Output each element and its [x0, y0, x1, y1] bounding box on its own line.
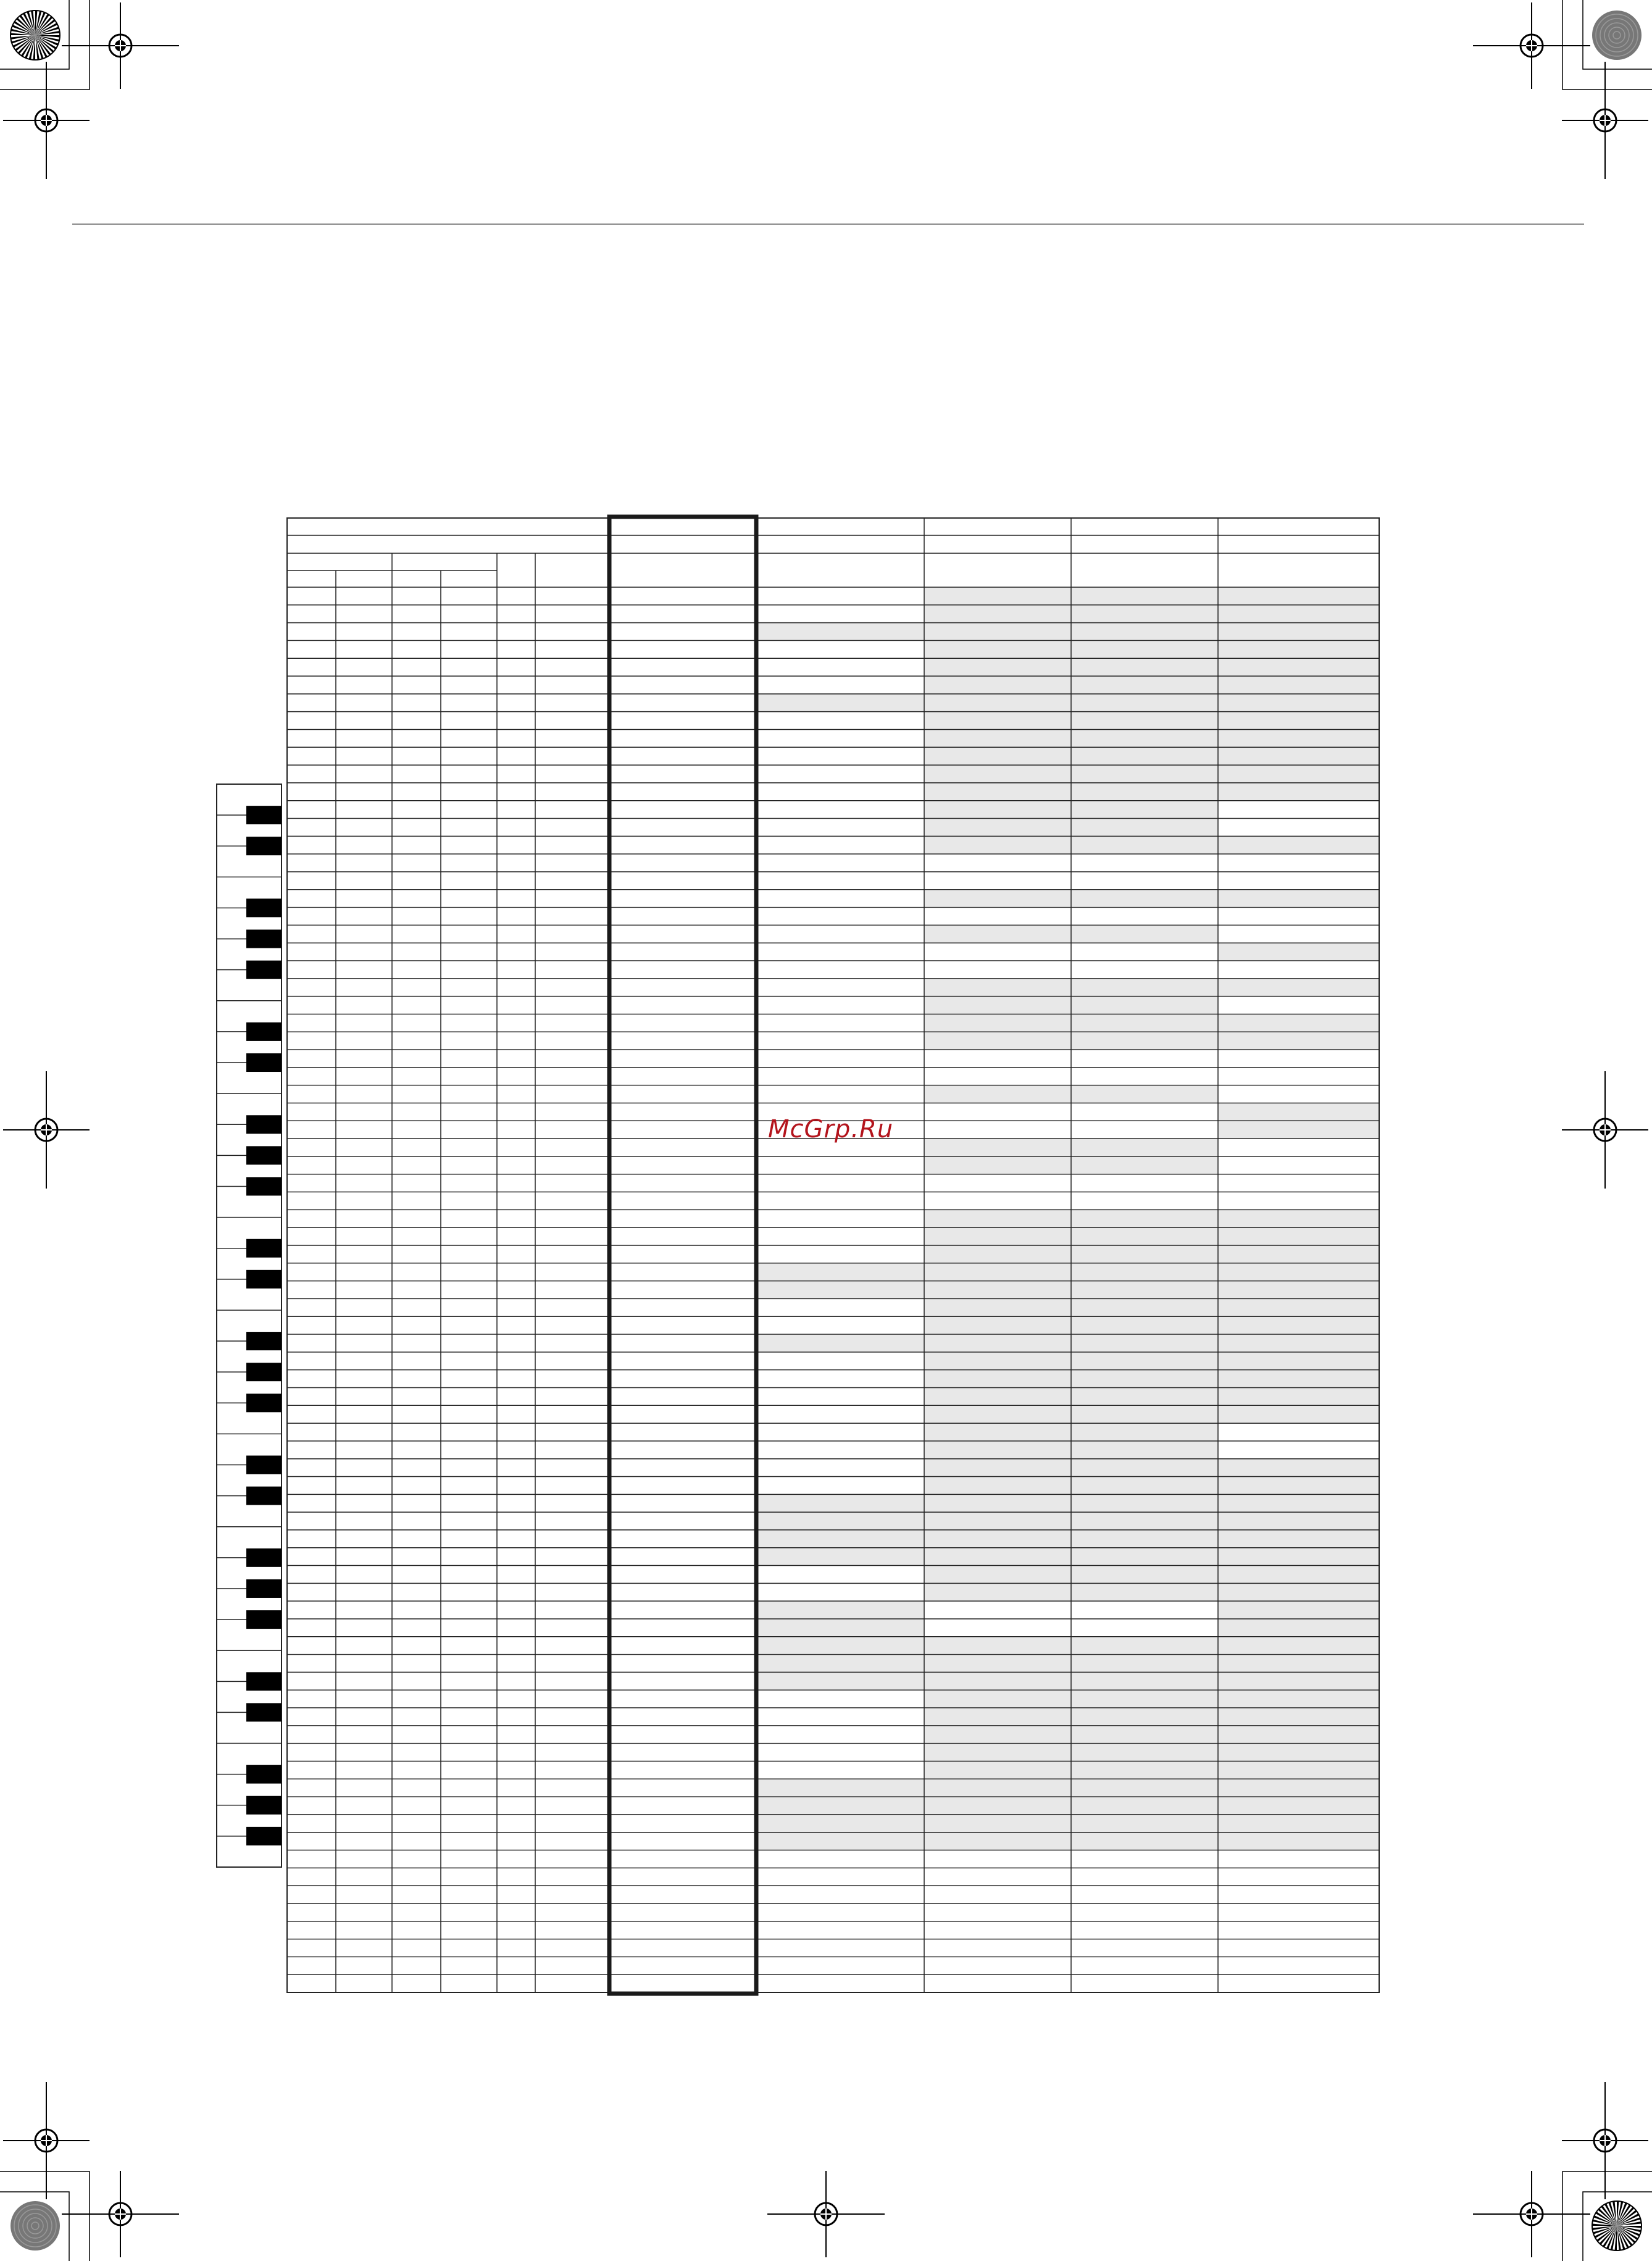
- shaded-cell: [1071, 890, 1218, 908]
- black-key: [246, 1270, 282, 1289]
- registration-mark-icon: [1562, 1071, 1648, 1189]
- shaded-cell: [924, 587, 1071, 854]
- black-key: [246, 930, 282, 948]
- black-key: [246, 1827, 282, 1845]
- shaded-cell: [1218, 836, 1379, 854]
- black-key: [246, 898, 282, 917]
- registration-mark-icon: [3, 62, 90, 179]
- registration-mark-icon: [1562, 62, 1648, 179]
- corner-dial-icon: [10, 2201, 60, 2251]
- black-key: [246, 806, 282, 824]
- shaded-cell: [924, 925, 1071, 943]
- shaded-cell: [1218, 943, 1379, 961]
- black-key: [246, 1579, 282, 1598]
- corner-sunburst-icon: [1592, 2201, 1642, 2251]
- black-key: [246, 1022, 282, 1041]
- black-key: [246, 1548, 282, 1567]
- black-key: [246, 1053, 282, 1072]
- black-key: [246, 1177, 282, 1195]
- shaded-cell: [756, 1601, 924, 1690]
- black-key: [246, 1456, 282, 1474]
- corner-dial-icon: [1592, 10, 1642, 60]
- black-key: [246, 1332, 282, 1350]
- black-key: [246, 1394, 282, 1412]
- shaded-cell: [756, 623, 924, 641]
- shaded-cell: [756, 1334, 924, 1352]
- shaded-cell: [1071, 1085, 1218, 1103]
- shaded-cell: [756, 694, 924, 712]
- black-key: [246, 1363, 282, 1381]
- registration-mark-icon: [3, 2082, 90, 2199]
- black-key: [246, 1610, 282, 1629]
- corner-sunburst-icon: [10, 10, 60, 60]
- note-map-table: [287, 517, 1379, 1994]
- black-key: [246, 1239, 282, 1258]
- registration-mark-icon: [1473, 2, 1590, 89]
- registration-mark-icon: [1562, 2082, 1648, 2199]
- black-key: [246, 961, 282, 979]
- registration-mark-icon: [62, 2171, 179, 2257]
- black-key: [246, 1796, 282, 1815]
- black-key: [246, 1703, 282, 1721]
- shaded-cell: [1071, 925, 1218, 943]
- shaded-cell: [924, 1085, 1071, 1103]
- shaded-cell: [924, 890, 1071, 908]
- shaded-cell: [1218, 890, 1379, 908]
- piano-keyboard: [217, 784, 282, 1867]
- black-key: [246, 1765, 282, 1784]
- registration-mark-icon: [62, 2, 179, 89]
- black-key: [246, 1672, 282, 1691]
- black-key: [246, 1487, 282, 1505]
- highlight-column: [609, 517, 756, 1994]
- watermark-text: McGrp.Ru: [768, 1115, 894, 1143]
- registration-mark-icon: [1473, 2171, 1590, 2257]
- black-key: [246, 837, 282, 855]
- shaded-cell: [1071, 587, 1218, 854]
- registration-mark-icon: [767, 2171, 885, 2257]
- shaded-cell: [1218, 979, 1379, 997]
- black-key: [246, 1146, 282, 1164]
- black-key: [246, 1115, 282, 1134]
- registration-mark-icon: [3, 1071, 90, 1189]
